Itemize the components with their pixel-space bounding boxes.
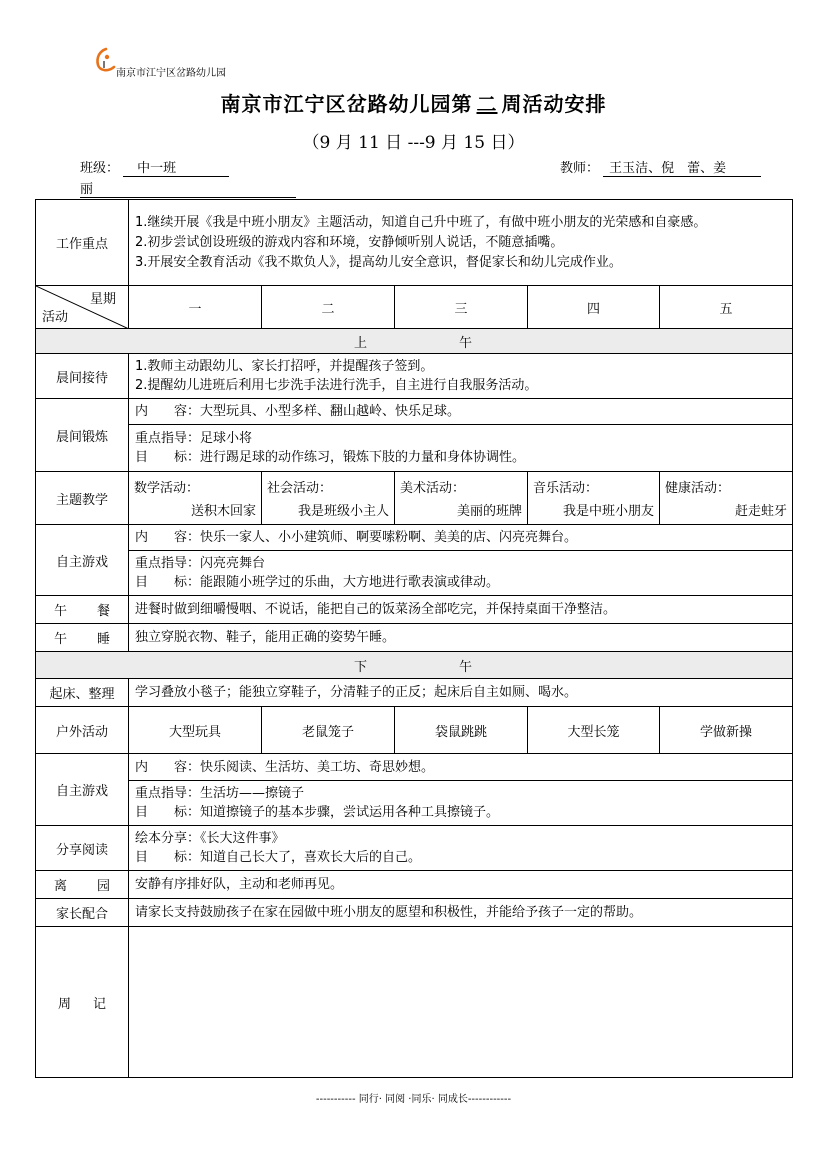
week-number: 二 <box>476 92 498 116</box>
leaving-row <box>36 871 793 899</box>
morning-exercise-row-2 <box>36 425 793 472</box>
morning-section-header <box>36 329 793 354</box>
exercise-focus: 重点指导：足球小将 <box>135 431 253 446</box>
subject-activity: 我是中班小朋友 <box>562 504 654 519</box>
outdoor-label: 户外活动 <box>36 707 129 754</box>
reception-line: 2.提醒幼儿进班后利用七步洗手法进行洗手，自主进行自我服务活动。 <box>135 378 538 393</box>
work-focus-line: 1.继续开展《我是中班小朋友》主题活动，知道自己升中班了，有做中班小朋友的光荣感和自豪感。 <box>135 215 707 230</box>
schedule-table <box>35 199 793 1078</box>
free-play-pm-label: 自主游戏 <box>36 754 129 826</box>
weekday-mon: 一 <box>129 286 262 329</box>
title-suffix: 周活动安排 <box>501 92 607 116</box>
weekday-header-row <box>36 286 793 329</box>
morning-exercise-content: 内 容：大型玩具、小型多样、翻山越岭、快乐足球。 <box>129 399 793 425</box>
leaving-text: 安静有序排好队，主动和老师再见。 <box>129 871 793 899</box>
free-play-am-content: 内 容：快乐一家人、小小建筑师、啊要嗦粉啊、美美的店、闪亮亮舞台。 <box>129 525 793 551</box>
nap-label-b: 睡 <box>97 632 111 647</box>
subject-name: 音乐活动： <box>533 481 599 496</box>
weekday-corner-top: 星期 <box>89 292 116 307</box>
free-play-pm-guidance <box>129 781 793 826</box>
theme-subject-cell <box>660 472 793 525</box>
weekly-note-label-b: 记 <box>93 996 107 1012</box>
weekday-tue: 二 <box>262 286 395 329</box>
outdoor-item: 大型玩具 <box>129 707 262 754</box>
page-title <box>0 88 827 117</box>
wakeup-label: 起床、整理 <box>36 679 129 707</box>
afternoon-section-row <box>36 652 793 679</box>
nap-label-a: 午 <box>53 632 67 647</box>
morning-exercise-row-1 <box>36 399 793 425</box>
nap-label <box>36 624 129 652</box>
weekday-corner-cell <box>36 286 129 329</box>
theme-subject-cell <box>129 472 262 525</box>
work-focus-label: 工作重点 <box>36 200 129 286</box>
section-right-char: 午 <box>459 335 475 351</box>
outdoor-row <box>36 707 793 754</box>
free-play-pm-goal: 目 标：知道擦镜子的基本步骤，尝试运用各种工具擦镜子。 <box>135 805 500 820</box>
weekday-thu: 四 <box>528 286 660 329</box>
theme-subject-cell <box>395 472 528 525</box>
class-label: 班级： <box>80 161 120 176</box>
morning-reception-content <box>129 354 793 399</box>
weekly-note-area[interactable] <box>129 927 793 1078</box>
teacher-value: 王玉洁、倪 蕾、姜 <box>603 157 761 177</box>
kindergarten-logo <box>92 45 292 79</box>
nap-text: 独立穿脱衣物、鞋子，能用正确的姿势午睡。 <box>129 624 793 652</box>
class-value: 中一班 <box>123 157 229 177</box>
section-left-char: 上 <box>354 335 370 351</box>
morning-exercise-guidance <box>129 425 793 472</box>
parents-label: 家长配合 <box>36 899 129 927</box>
morning-section-row <box>36 329 793 354</box>
lunch-label <box>36 596 129 624</box>
free-play-am-focus: 重点指导：闪亮亮舞台 <box>135 556 266 571</box>
lunch-label-a: 午 <box>53 604 67 619</box>
exercise-goal: 目 标：进行踢足球的动作练习，锻炼下肢的力量和身体协调性。 <box>135 450 526 465</box>
weekly-note-row <box>36 927 793 1078</box>
leaving-label-b: 园 <box>97 879 111 894</box>
date-range: （9 月 11 日 ---9 月 15 日） <box>302 133 525 153</box>
weekday-corner-bottom: 活动 <box>42 310 69 325</box>
theme-teaching-row <box>36 472 793 525</box>
section-left-char: 下 <box>354 659 370 675</box>
subject-name: 社会活动： <box>267 481 333 496</box>
page-footer: ----------- 同行· 同阅 ·同乐· 同成长------------ <box>315 1094 512 1105</box>
outdoor-item: 老鼠笼子 <box>262 707 395 754</box>
free-play-am-goal: 目 标：能跟随小班学过的乐曲，大方地进行歌表演或律动。 <box>135 575 500 590</box>
weekday-fri: 五 <box>660 286 793 329</box>
class-info <box>80 157 229 177</box>
teacher-label: 教师： <box>560 161 600 176</box>
free-play-pm-row-1 <box>36 754 793 781</box>
work-focus-row <box>36 200 793 286</box>
free-play-pm-focus: 重点指导：生活坊——擦镜子 <box>135 786 305 801</box>
theme-subject-cell <box>528 472 660 525</box>
free-play-pm-content: 内 容：快乐阅读、生活坊、美工坊、奇思妙想。 <box>129 754 793 781</box>
free-play-am-guidance <box>129 551 793 596</box>
subject-activity: 送积木回家 <box>190 504 256 519</box>
subject-activity: 美丽的班牌 <box>456 504 522 519</box>
work-focus-content <box>129 200 793 286</box>
morning-reception-label: 晨间接待 <box>36 354 129 399</box>
title-prefix: 南京市江宁区岔路幼儿园第 <box>220 92 473 116</box>
subject-activity: 赶走蛀牙 <box>735 504 788 519</box>
teacher-cont: 丽 <box>80 178 296 198</box>
free-play-am-label: 自主游戏 <box>36 525 129 596</box>
reading-row <box>36 826 793 871</box>
teacher-info <box>560 157 761 177</box>
leaving-label <box>36 871 129 899</box>
lunch-label-b: 餐 <box>97 604 111 619</box>
parents-text: 请家长支持鼓励孩子在家在园做中班小朋友的愿望和积极性，并能给予孩子一定的帮助。 <box>129 899 793 927</box>
outdoor-item: 袋鼠跳跳 <box>395 707 528 754</box>
theme-subject-cell <box>262 472 395 525</box>
weekly-note-label-a: 周 <box>57 996 71 1012</box>
outdoor-item: 学做新操 <box>660 707 793 754</box>
work-focus-line: 3.开展安全教育活动《我不欺负人》，提高幼儿安全意识，督促家长和幼儿完成作业。 <box>135 255 622 270</box>
reception-line: 1.教师主动跟幼儿、家长打招呼，并提醒孩子签到。 <box>135 359 434 374</box>
work-focus-line: 2.初步尝试创设班级的游戏内容和环境，安静倾听别人说话，不随意插嘴。 <box>135 235 564 250</box>
subject-name: 美术活动： <box>400 481 466 496</box>
subject-activity: 我是班级小主人 <box>297 504 389 519</box>
theme-teaching-label: 主题教学 <box>36 472 129 525</box>
subject-name: 数学活动： <box>134 481 200 496</box>
section-right-char: 午 <box>459 659 475 675</box>
free-play-am-row-1 <box>36 525 793 551</box>
weekly-note-label <box>36 927 129 1078</box>
morning-reception-row <box>36 354 793 399</box>
lunch-text: 进餐时做到细嚼慢咽、不说话，能把自己的饭菜汤全部吃完，并保持桌面干净整洁。 <box>129 596 793 624</box>
reading-goal: 目 标：知道自己长大了，喜欢长大后的自己。 <box>135 850 422 865</box>
outdoor-item: 大型长笼 <box>528 707 660 754</box>
subject-name: 健康活动： <box>665 481 731 496</box>
reading-label: 分享阅读 <box>36 826 129 871</box>
free-play-pm-row-2 <box>36 781 793 826</box>
morning-exercise-label: 晨间锻炼 <box>36 399 129 472</box>
parents-row <box>36 899 793 927</box>
nap-row <box>36 624 793 652</box>
wakeup-row <box>36 679 793 707</box>
wakeup-text: 学习叠放小毯子；能独立穿鞋子，分清鞋子的正反；起床后自主如厕、喝水。 <box>129 679 793 707</box>
afternoon-section-header <box>36 652 793 679</box>
free-play-am-row-2 <box>36 551 793 596</box>
lunch-row <box>36 596 793 624</box>
leaving-label-a: 离 <box>53 879 67 894</box>
logo-text: 南京市江宁区岔路幼儿园 <box>116 68 226 79</box>
reading-content <box>129 826 793 871</box>
logo-mark-icon <box>92 45 118 75</box>
teacher-continued <box>80 178 296 198</box>
weekday-wed: 三 <box>395 286 528 329</box>
reading-book: 绘本分享：《长大这件事》 <box>135 831 285 846</box>
